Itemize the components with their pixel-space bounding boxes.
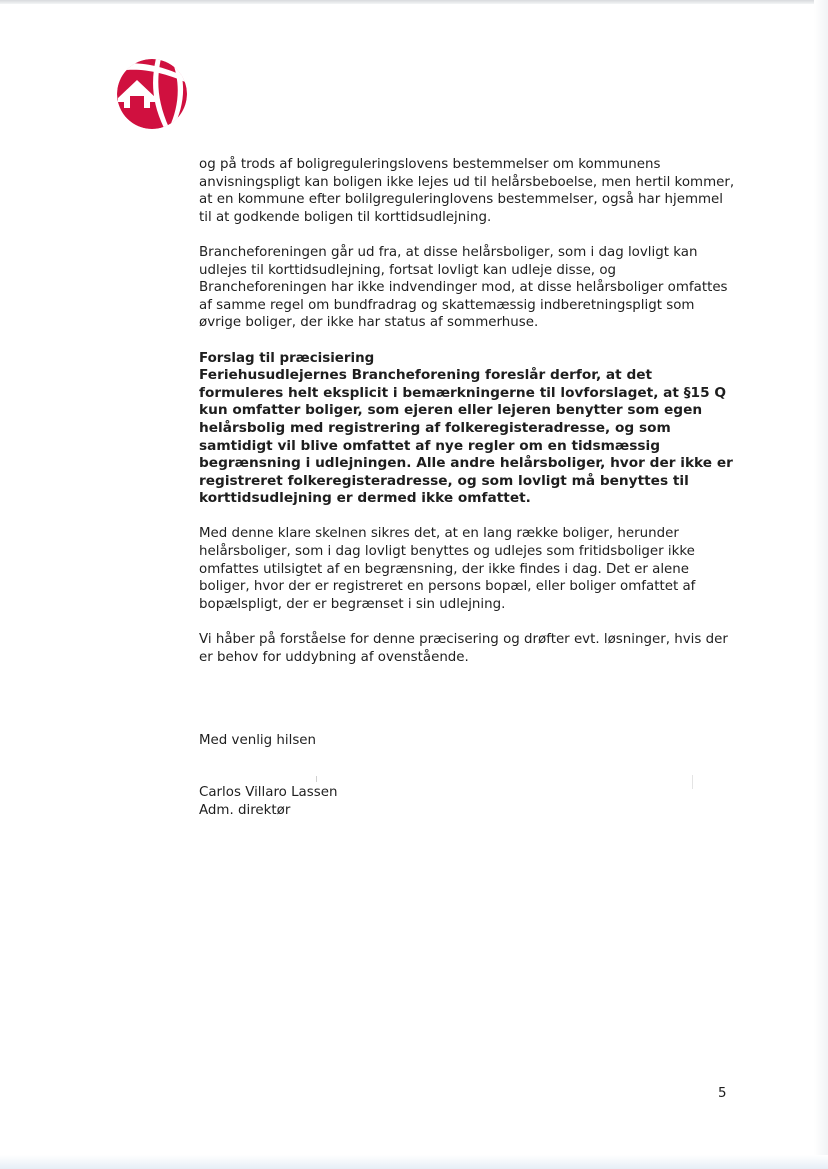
page-number: 5	[718, 1086, 727, 1101]
paragraph: og på trods af boligreguleringslovens bestemmelser om kommunens anvisningspligt kan boligen ikke lejes ud til helårsbeboelse, men hertil kommer, at en kommune efter bolilgreguleringlovens bestemmelser, også har hjemmel til at godkende boligen til korttidsudlejning.	[199, 157, 735, 225]
signature-block	[199, 784, 337, 819]
paragraph: Med denne klare skelnen sikres det, at en lang række boliger, herunder helårsboliger, som i dag lovligt benyttes og udlejes som fritidsboliger ikke omfattes utilsigtet af en begrænsning, der ikke findes i dag. Det er alene boliger, hvor der er registreret en persons bopæl, eller boliger omfattet af bopælspligt, der er begrænset i sin udlejning.	[199, 526, 696, 612]
paragraph: Brancheforeningen går ud fra, at disse helårsboliger, som i dag lovligt kan udlejes til korttidsudlejning, fortsat lovligt kan udleje disse, og Brancheforeningen har ikke indvendinger mod, at disse helårsboliger omfattes af samme regel om bundfradrag og skattemæssig indberetningspligt som øvrige boliger, der ikke har status af sommerhuse.	[199, 244, 728, 331]
globe-house-logo-icon	[116, 58, 188, 130]
scan-speck	[692, 775, 693, 789]
proposal-heading: Forslag til præcisiering	[199, 350, 375, 366]
scan-edge-right	[814, 0, 828, 1169]
scan-edge-bottom	[0, 1155, 828, 1169]
signer-title: Adm. direktør	[199, 802, 291, 818]
signer-name: Carlos Villaro Lassen	[199, 785, 338, 800]
paragraph: Vi håber på forståelse for denne præcisering og drøfter evt. løsninger, hvis der er behov for uddybning af ovenstående.	[199, 632, 728, 665]
scan-speck	[316, 776, 317, 782]
letter-body	[199, 156, 739, 684]
scan-edge-top	[0, 0, 828, 4]
proposal-text: Feriehusudlejernes Brancheforening foreslår derfor, at det formuleres helt eksplicit i bemærkningerne til lovforslaget, at §15 Q kun omfatter boliger, som ejeren eller lejeren benytter som egen helårsbolig med registrering af folkeregisteradresse, og som samtidigt vil blive omfattet af nye regler om en tidsmæssig begrænsning i udlejningen. Alle andre helårsboliger, hvor der ikke er registreret folkeregisteradresse, og som lovligt må benyttes til korttidsudlejning er dermed ikke omfattet.	[199, 367, 733, 507]
proposal-section	[199, 350, 739, 508]
closing-greeting: Med venlig hilsen	[199, 733, 317, 748]
